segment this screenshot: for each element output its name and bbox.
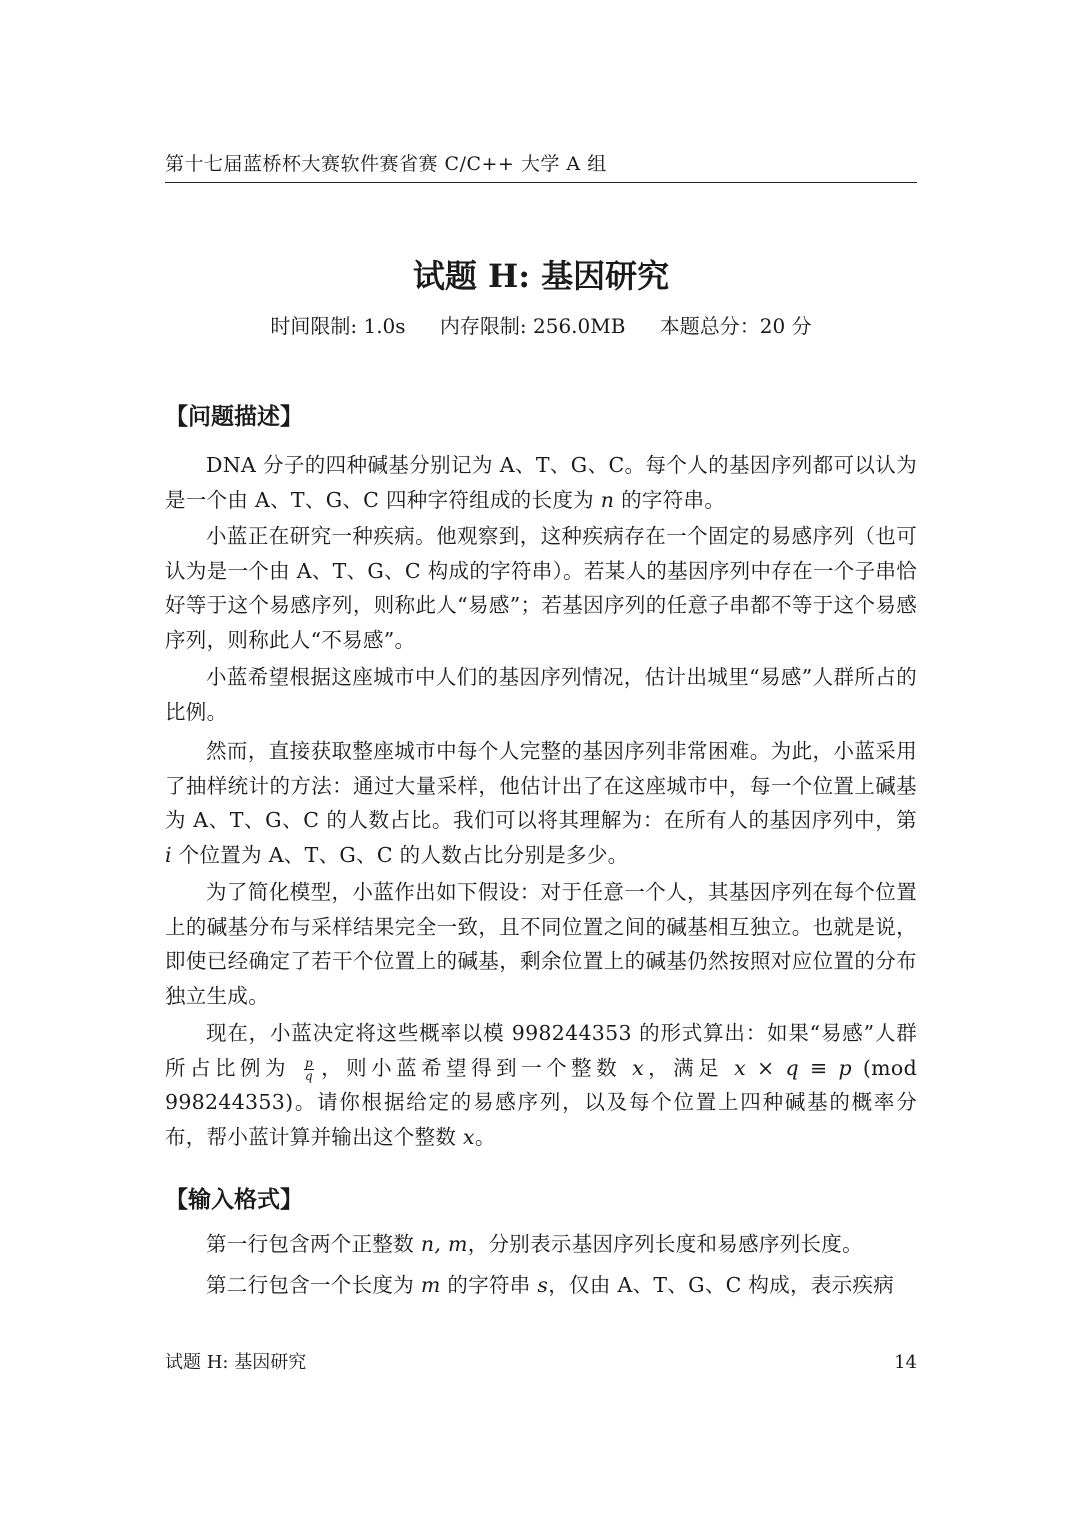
var-m: m: [420, 1273, 441, 1297]
text: 现在，小蓝决定将这些概率以模 998244353 的形式算出：如果“易感”人群所占比例为: [165, 1021, 917, 1080]
fraction-p-over-q: [304, 1057, 314, 1082]
section-description-heading: 【问题描述】: [165, 404, 303, 430]
footer-label: 试题 H: 基因研究: [165, 1352, 307, 1373]
problem-title: [165, 252, 917, 300]
paragraph-susceptible: 小蓝正在研究一种疾病。他观察到，这种疾病存在一个固定的易感序列（也可认为是一个由 A、T、G、C 构成的字符串）。若某人的基因序列中存在一个子串恰好等于这个易感序列，则称此人“易感”；若基因序列的任意子串都不等于这个易感序列，则称此人“不易感”。: [165, 524, 917, 652]
text: 个位置为 A、T、G、C 的人数占比分别是多少。: [171, 842, 629, 867]
text: ，则小蓝希望得到一个整数: [316, 1055, 633, 1080]
text: 第一行包含两个正整数: [206, 1232, 421, 1256]
memory-limit: 内存限制: 256.0MB: [439, 314, 626, 338]
text: 第二行包含一个长度为: [206, 1273, 421, 1297]
paragraph-sampling: [165, 734, 917, 872]
title-prefix: 试题: [412, 257, 477, 295]
limits-line: [165, 311, 917, 341]
fraction-denominator: q: [304, 1068, 313, 1083]
running-header: 第十七届蓝桥杯大赛软件赛省赛 C/C++ 大学 A 组: [165, 150, 917, 183]
paragraph-ratio: 小蓝希望根据这座城市中人们的基因序列情况，估计出城里“易感”人群所占的比例。: [165, 665, 917, 724]
var-s: s: [537, 1273, 549, 1297]
congruence-expression: x × q ≡ p: [734, 1055, 852, 1080]
text: (mod 998244353)。请你根据给定的易感序列，以及每个位置上四种碱基的概率分布，帮小蓝计算并输出这个整数: [165, 1055, 917, 1149]
total-score: 本题总分：20 分: [659, 314, 812, 338]
fraction-numerator: p: [304, 1055, 313, 1070]
section-input-heading: 【输入格式】: [165, 1187, 303, 1213]
var-x: x: [632, 1055, 644, 1080]
var-n-m: n, m: [420, 1232, 468, 1256]
page-number: 14: [894, 1352, 917, 1373]
text: 的字符串。: [614, 487, 726, 512]
title-letter: H:: [487, 257, 531, 295]
time-limit: 时间限制: 1.0s: [270, 314, 406, 338]
text: DNA 分子的四种碱基分别记为 A、T、G、C。每个人的基因序列都可以认为是一个由 A、T、G、C 四种字符组成的长度为: [165, 453, 917, 512]
text: ，仅由 A、T、G、C 构成，表示疾病: [548, 1273, 895, 1297]
var-x: x: [463, 1124, 475, 1149]
paragraph-input-line1: [165, 1227, 917, 1262]
text: ，满足: [643, 1055, 735, 1080]
var-n: n: [600, 487, 615, 512]
paragraph-input-line2: [165, 1268, 917, 1303]
text: ，分别表示基因序列长度和易感序列长度。: [467, 1232, 863, 1256]
var-i: i: [165, 842, 172, 867]
paragraph-dna: [165, 448, 917, 517]
paragraph-modulo: [165, 1016, 917, 1154]
text: 。: [474, 1124, 496, 1149]
title-name: 基因研究: [541, 257, 670, 295]
paragraph-assumption: 为了简化模型，小蓝作出如下假设：对于任意一个人，其基因序列在每个位置上的碱基分布与采样结果完全一致，且不同位置之间的碱基相互独立。也就是说，即使已经确定了若干个位置上的碱基，剩余位置上的碱基仍然按照对应位置的分布独立生成。: [165, 880, 917, 1008]
text: 然而，直接获取整座城市中每个人完整的基因序列非常困难。为此，小蓝采用了抽样统计的方法：通过大量采样，他估计出了在这座城市中，每一个位置上碱基为 A、T、G、C 的人数占比。我们可以将其理解为：在所有人的基因序列中，第: [165, 739, 917, 832]
running-footer: [165, 1350, 917, 1376]
text: 的字符串: [440, 1273, 538, 1297]
